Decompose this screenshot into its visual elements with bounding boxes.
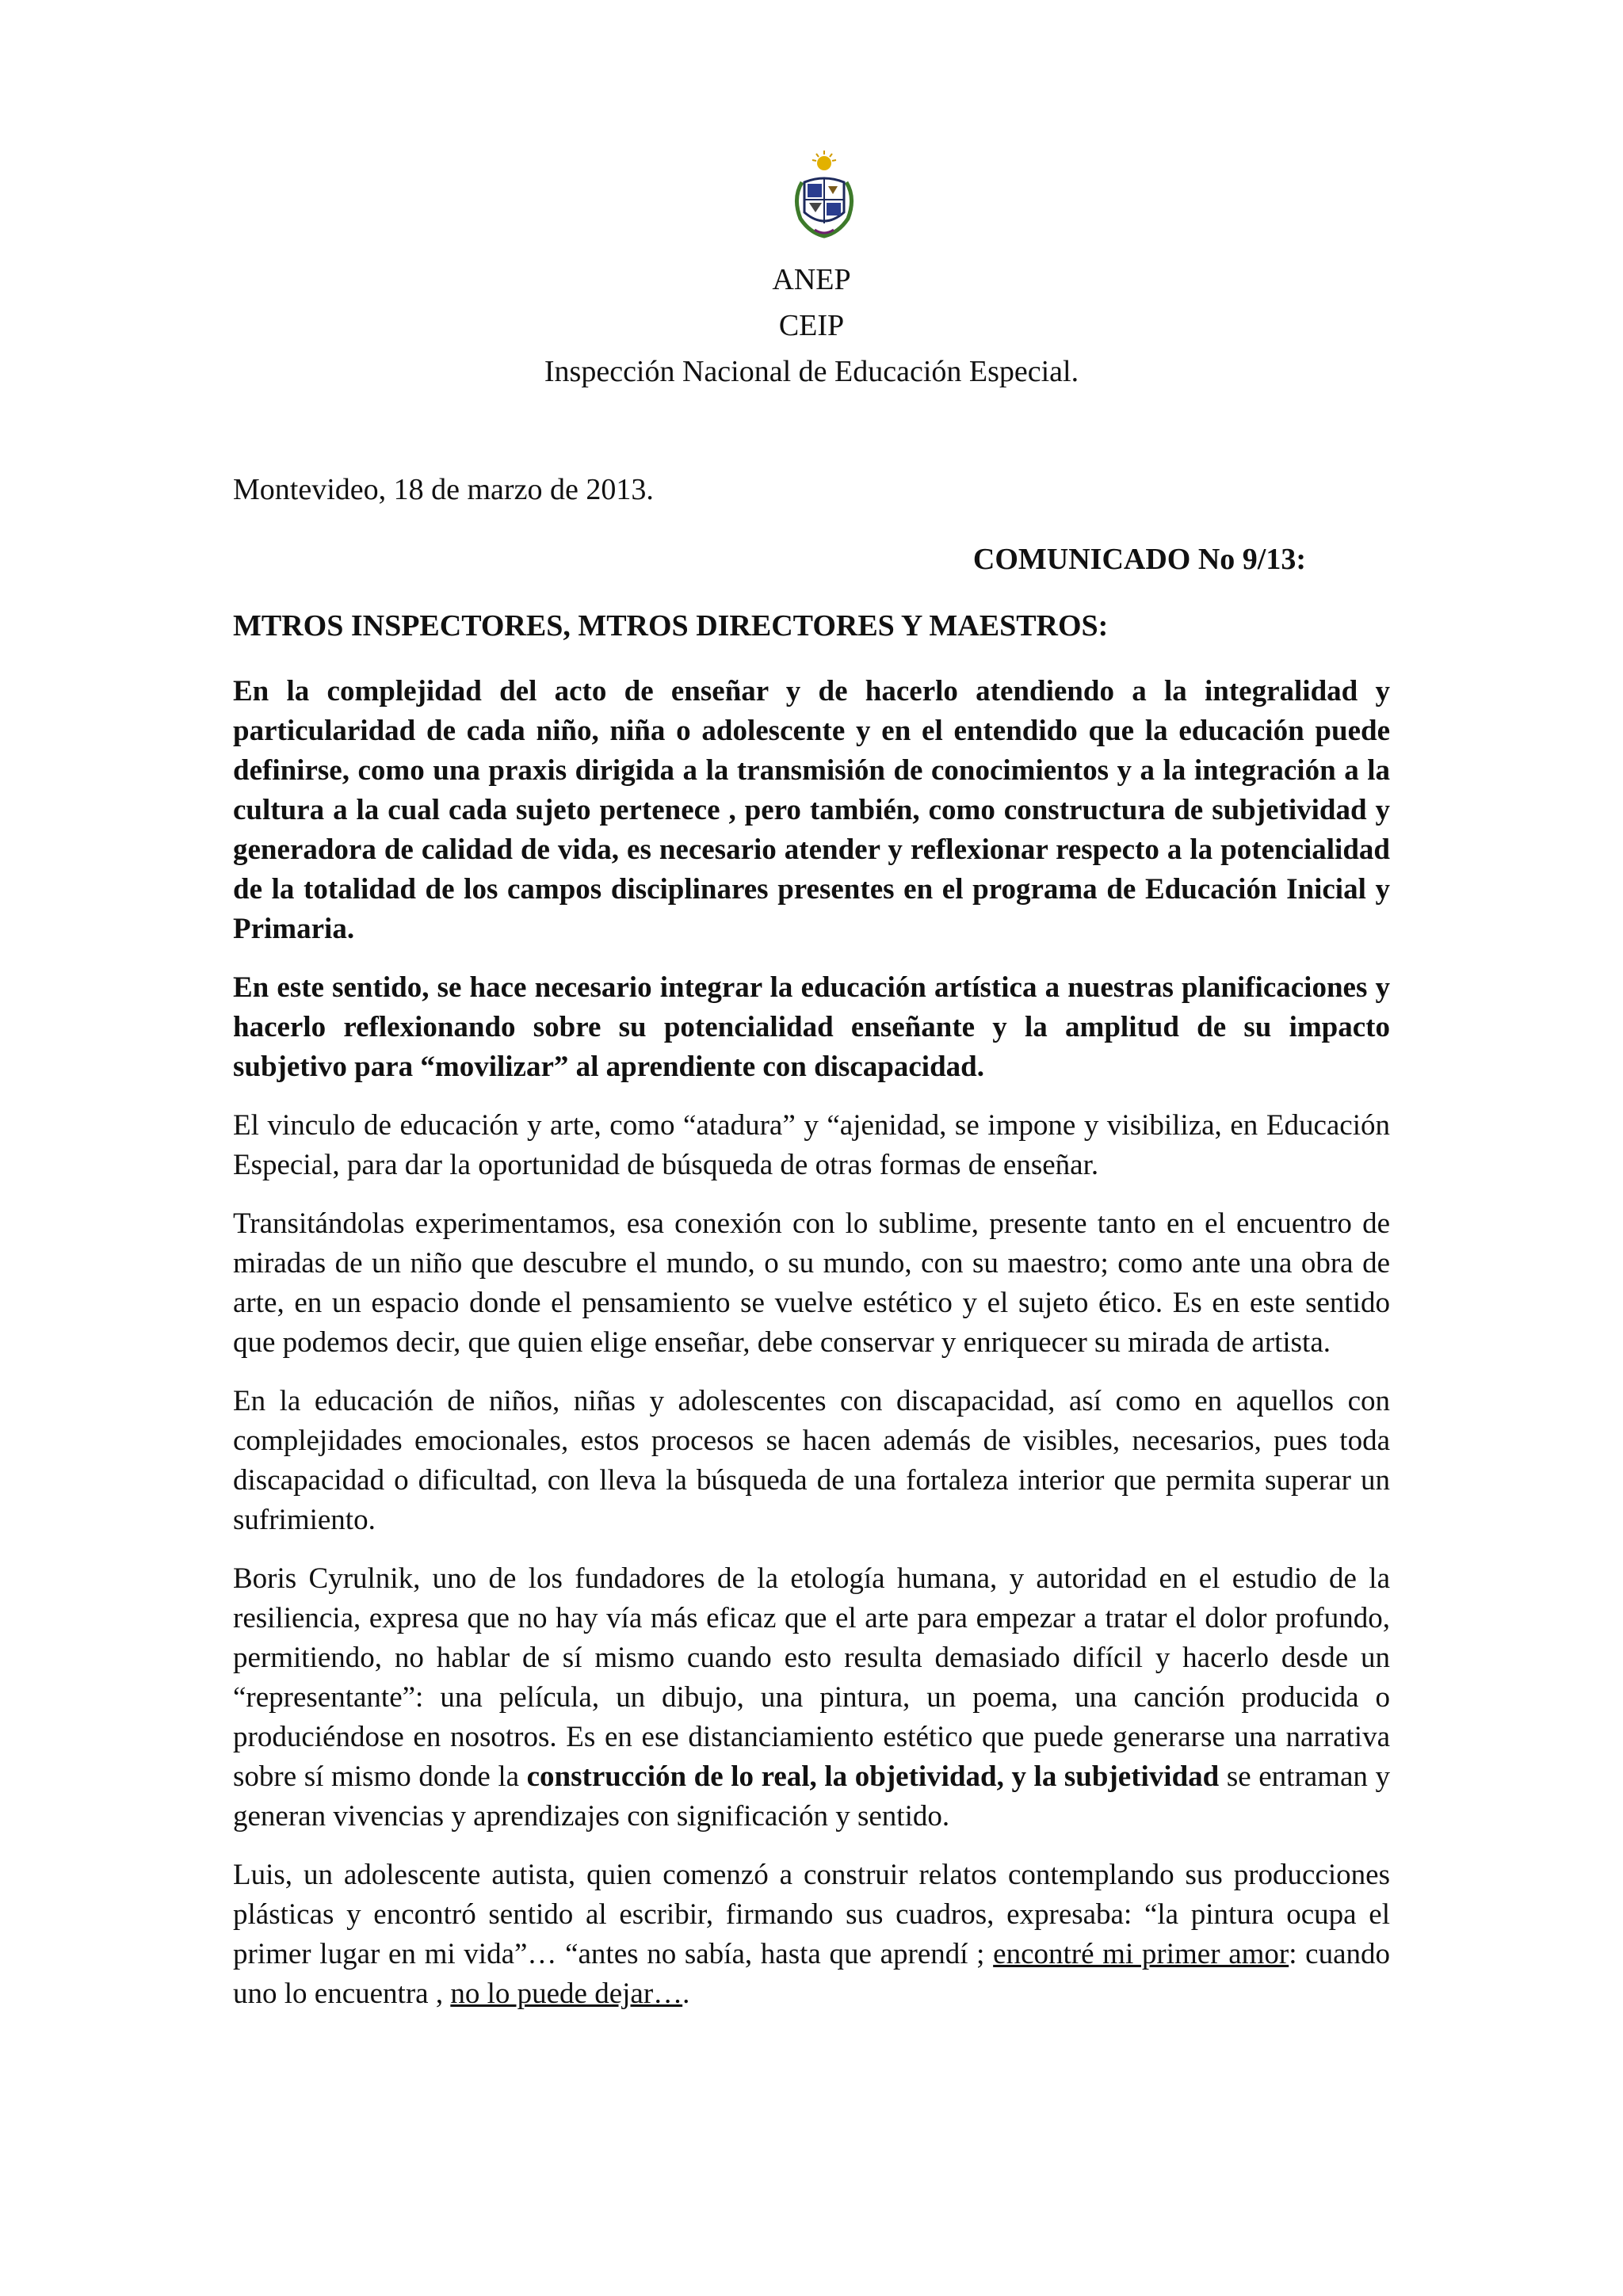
paragraph-3: El vinculo de educación y arte, como “atadura” y “ajenidad, se impone y visibiliza, en Educación Especial, para dar la oportunidad de búsqueda de otras formas de enseñar. — [233, 1109, 1390, 1181]
coat-of-arms-emblem — [785, 151, 864, 239]
paragraph-7-text-a: Luis, un adolescente autista, quien comenzó a construir relatos contemplando sus producciones plásticas y encontró sentido al escribir, firmando sus cuadros, expresaba: “la pintura ocupa el primer lugar en mi vida”… “antes no sabía, hasta que aprendí ; — [233, 1859, 1390, 1970]
document-date: Montevideo, 18 de marzo de 2013. — [233, 473, 654, 506]
paragraph-1: En la complejidad del acto de enseñar y de hacerlo atendiendo a la integralidad y particularidad de cada niño, niña o adolescente y en el entendido que la educación puede definirse, como una praxis dirigida a la transmisión de conocimientos y a la integración a la cultura a la cual cada sujeto pertenece , pero también, como constructura de subjetividad y generadora de calidad de vida, es necesario atender y reflexionar respecto a la potencialidad de la totalidad de los campos disciplinares presentes en el programa de Educación Inicial y Primaria. — [233, 675, 1390, 945]
letterhead — [0, 257, 1623, 395]
paragraph-5: En la educación de niños, niñas y adolescentes con discapacidad, así como en aquellos con complejidades emocionales, estos procesos se hacen además de visibles, necesarios, pues toda discapacidad o dificultad, con lleva la búsqueda de una fortaleza interior que permita superar un sufrimiento. — [233, 1385, 1390, 1536]
paragraph-7-text-e: . — [682, 1978, 690, 2010]
paragraph-7-text-c: : cuando uno lo encuentra , — [233, 1938, 1391, 2010]
communique-number: COMUNICADO No 9/13: — [972, 543, 1306, 576]
recipients-heading: MTROS INSPECTORES, MTROS DIRECTORES Y MAESTROS: — [233, 609, 1109, 643]
org-inspection: Inspección Nacional de Educación Especial. — [544, 355, 1079, 388]
org-ceip: CEIP — [778, 309, 845, 342]
document-body — [233, 672, 1390, 2033]
paragraph-6 — [233, 1559, 1390, 1836]
paragraph-7 — [233, 1855, 1390, 2014]
paragraph-7-underline-1: encontré mi primer amor — [993, 1938, 1289, 1970]
paragraph-2: En este sentido, se hace necesario integrar la educación artística a nuestras planificaciones y hacerlo reflexionando sobre su potencialidad enseñante y la amplitud de su impacto subjetivo para “movilizar” al aprendiente con discapacidad. — [233, 971, 1390, 1083]
paragraph-4: Transitándolas experimentamos, esa conexión con lo sublime, presente tanto en el encuentro de miradas de un niño que descubre el mundo, o su mundo, con su maestro; como ante una obra de arte, en un espacio donde el pensamiento se vuelve estético y el sujeto ético. Es en este sentido que podemos decir, que quien elige enseñar, debe conservar y enriquecer su mirada de artista. — [233, 1207, 1390, 1359]
org-anep: ANEP — [772, 263, 851, 296]
paragraph-6-text-a: Boris Cyrulnik, uno de los fundadores de la etología humana, y autoridad en el estudio de la resiliencia, expresa que no hay vía más eficaz que el arte para empezar a tratar el dolor profundo, permitiendo, no hablar de sí mismo cuando esto resulta demasiado difícil y hacerlo desde un “representante”: una película, un dibujo, una pintura, un poema, una canción producida o produciéndose en nosotros. Es en ese distanciamiento estético que puede generarse una narrativa sobre sí mismo donde la — [233, 1562, 1390, 1793]
paragraph-6-text-c: se entraman y generan vivencias y aprendizajes con significación y sentido. — [233, 1760, 1390, 1833]
sun-icon — [812, 151, 836, 170]
paragraph-7-underline-2: no lo puede dejar… — [450, 1978, 683, 2010]
paragraph-6-emphasis: construcción de lo real, la objetividad, y la subjetividad — [526, 1760, 1220, 1793]
